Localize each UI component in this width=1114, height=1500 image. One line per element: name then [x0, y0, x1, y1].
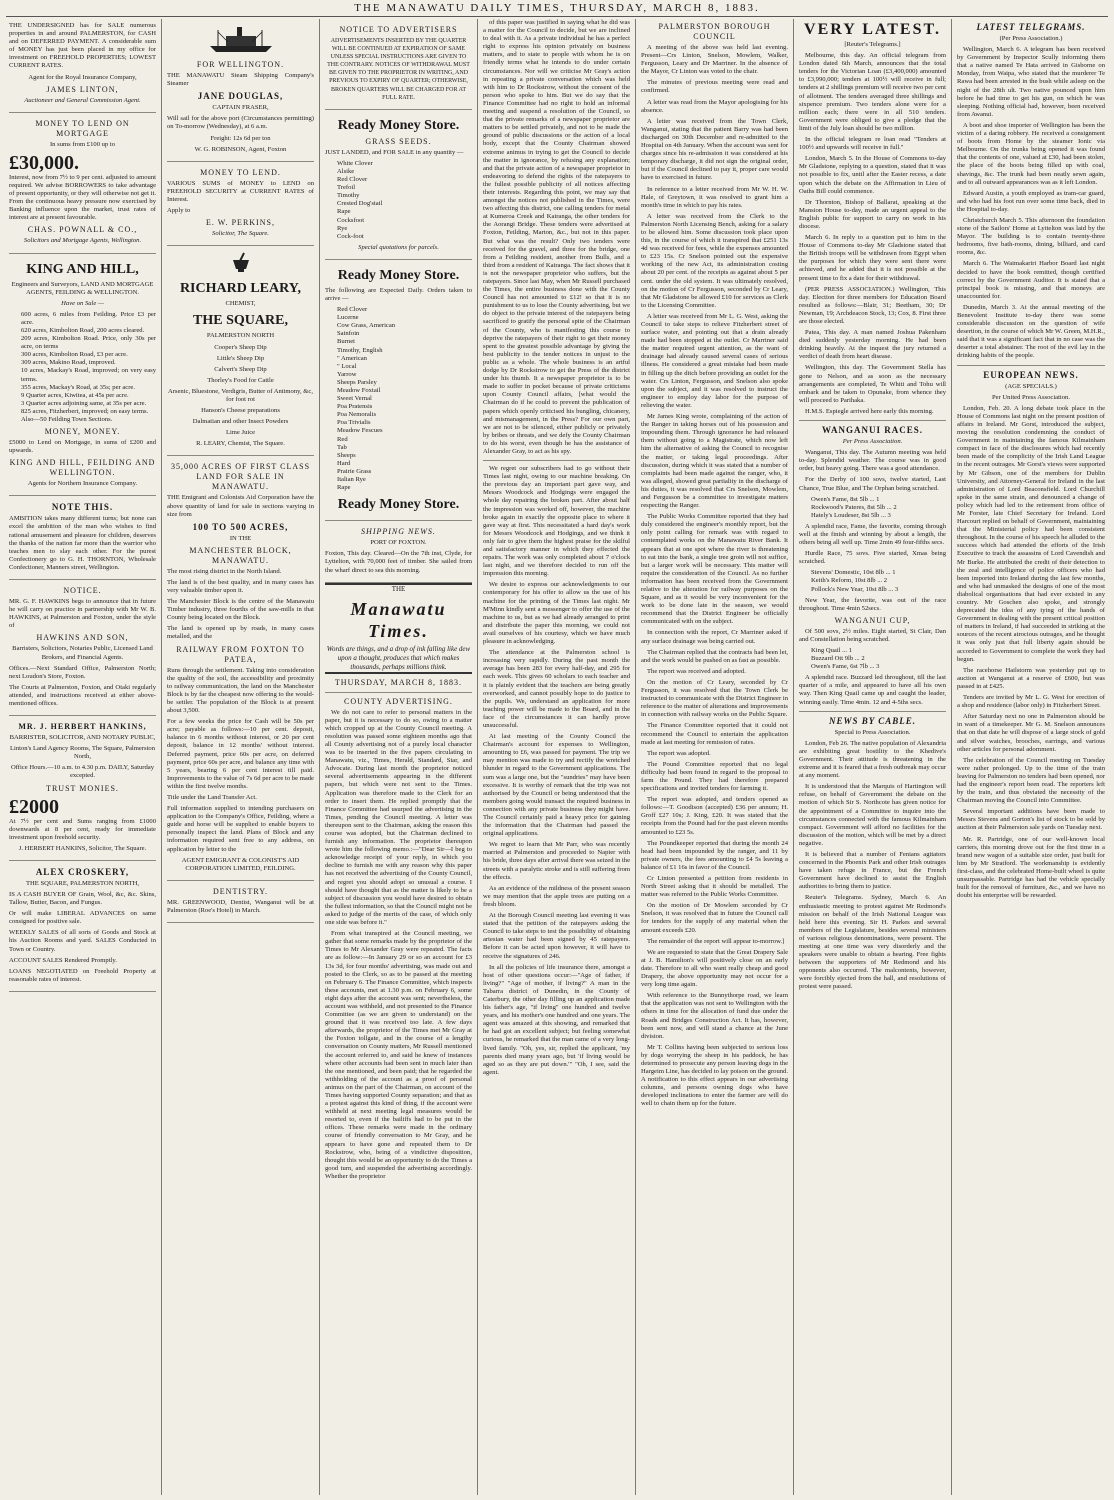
- council-paragraph: The report was received and adopted.: [647, 667, 746, 675]
- council-paragraph: The report was adopted, and tenders opened as follows:—T. Goodison (accepted) £36 per annum; H. Groff £27 10s; J. King, £20. It was stated that the receipts from the Pound had for the past eleven months amounted to £23 5s.: [641, 796, 788, 836]
- land-listing: 3 Quarter acres adjoining same, at 35s per acre.: [21, 399, 147, 407]
- race-paragraph: A splendid race, Fame, the favorite, coming through well at the finish and winning by about a length, the others being all well up. Time 2min 49 four-fifths secs.: [799, 522, 946, 547]
- pownall-head: MONEY TO LEND ON MORTGAGE: [35, 118, 130, 138]
- store2-list: [325, 306, 472, 492]
- leary-products: [167, 344, 314, 438]
- race-result: Rockwood's Pateres, 8st 5lb ... 2: [811, 503, 897, 511]
- hankins-hours: Office Hours.—10 a.m. to 4.30 p.m. DAILY, Saturday excepted.: [10, 764, 155, 780]
- king-hill-ad: [9, 254, 156, 497]
- telegram-paragraph: Christchurch March 5. This afternoon the foundation stone of the Sailors' Home at Lyttelton was laid by the Mayor. The building is to contain twenty-three bedrooms, five bath-rooms, dining, billiard, and card rooms, &c.: [957, 216, 1105, 257]
- very-latest-head: VERY LATEST.: [804, 21, 941, 38]
- thornton-head: NOTE THIS.: [51, 502, 114, 513]
- seed-item: Alsike: [337, 167, 355, 175]
- linton-text: THE UNDERSIGNED has for SALE numerous properties in and around PALMERSTON, for CASH and on DEFERRED PAYMENT. A considerable sum of MONEY has just been placed in my office for investment on FREEHOLD PROPERTIES; LOWEST CURRENT RATES.: [9, 22, 156, 70]
- races-report: [799, 449, 946, 707]
- news-paragraph: In all the policies of life insurance there, amongst a host of other questions occur:—"Age of father, if living?" "Age of mother, if living?" A man in the Tabarra district of Dunedin, in the County of Caterbury, the other day filling up an application made his father's age, "if living" one hundred and twelve years, and his mother's one hundred and one years. The agent was amazed at this showing, and remarked that he had got an excellent subject; but feeling somewhat curious, he remarked that the man came of a very long-lived family. "Oh, yes, sir, replied the applicant, 'my parents died many years ago, but 'if living would be aged so as they are put down.'" "Oh, I see, said the agent.: [483, 963, 630, 1076]
- king-hill-money-text: £5000 to Lend on Mortgage, in sums of £200 and upwards.: [9, 439, 156, 455]
- perkins-text: VARIOUS SUMS of MONEY to LEND on FREEHOLD SECURITY at CURRENT RATES of Interest.: [167, 179, 314, 203]
- seed-item: Poa Pratensis: [337, 403, 373, 411]
- leary-role: CHEMIST,: [225, 300, 256, 308]
- pownall-role: Solicitors and Mortgage Agents, Wellington.: [23, 237, 142, 245]
- seed-item: Burnet: [337, 338, 355, 346]
- telegram-paragraph: Melbourne, this day. An official telegram from London dated 6th March, announces that the total tenders for the Victorian Loan (£3,400,000) amounted to £3,990,000; tenders at 100½ will receive in full; tenders at 2 shillings premium will receive two per cent of allotment. The tenders averaged three shillings and sixpence premium. Two tenders alone were for a million each; there were in all 510 tenders. Government were obliged to give a pledge that the limit of the July loan should be two million.: [799, 52, 946, 132]
- council-paragraph: Mr James King wrote, complaining of the action of the Ranger in taking horses out of his possession and impounding them. Through ignorance he had released them without going to a Magistrate, which now left him the alternative of asking the Council to recognise the matter, or taking legal proceedings. After discussion, during which it was stated that a number of complaints had been made against the ranger, who, it was alleged, showed great partiality in the discharge of his duties, it was resolved that Crs Snelson, Mowlem, and Fergusson be a committee to investigate matters respecting the Ranger.: [641, 413, 788, 510]
- hankins-ad: [9, 716, 156, 861]
- article-continuation: [483, 19, 630, 456]
- thornton-ad: [9, 496, 156, 580]
- column-3: [320, 19, 478, 1495]
- king-hill-footer: KING AND HILL, FEILDING AND WELLINGTON.: [9, 458, 156, 478]
- king-hill-intro: Have on Sale —: [61, 299, 104, 307]
- ship-ad: [167, 19, 314, 162]
- hankins-address: Linton's Land Agency Rooms, The Square, Palmerston North,: [9, 745, 155, 761]
- latest-telegrams: [957, 46, 1105, 360]
- king-hill-list: [9, 311, 156, 424]
- local-paragraphs: [483, 465, 630, 1077]
- seed-item: Sheeps: [337, 451, 356, 459]
- european-paragraph: London, Feb. 20. A long debate took place in the House of Commons last night on the present position of affairs in Ireland. Mr Gorst, introduced the subject, moving the resolution condemning the conduct of Government in maintaining the famous Kilmainham compact in face of the disclosures which had recently been made of the complicity of the Irish Land League in the recent outrages. Mr Gorst's views were supported by Mr Gibson, one of the members for Dublin University, and Attorney-General for Ireland in the last administration of Lord Beaconsfield. Lord Churchill spoke in the same strain, and denounced a change of policy which had led to the retirement from office of Mr Forster, late Chief Secretary for Ireland. Lord Harcourt replied on behalf of Government, maintaining that the Ministerial policy had been consistent throughout. In the course of his speech he alluded to the success which had attended the efforts of the Irish Executive to track the assassins of Lord Cavendish and Mr Burke. He attributed the credit of their detection to the zeal and intelligence of police officers who had been imported into Ireland during the last few months, and who had unmasked the designs of one of the most diabolical organisations that had ever existed in any country. Mr Goschen also spoke, and strongly deprecated the idea of any tying of the hands of Government in dealing with the present critical position of matters in Ireland, if had succeeded in striking at the sources of the recent atrocious outrages, and he thought it was only just that full liberty again should be accorded to Government to complete the work they had begun.: [957, 404, 1105, 663]
- manchester-p4: The land is opened up by roads, in many cases metalled, and the: [167, 625, 314, 641]
- council-paragraph: We are requested to state that the Great Drapery Sale at J. B. Hamilton's will positively close on an early date. Therefore to all who want really cheap and good Drapery, the above opportunity may not occur for a very long time again.: [641, 948, 788, 989]
- race-result: Owen's Fame, 6st 7lb ... 3: [811, 663, 880, 671]
- seed-item: Rape: [337, 208, 351, 216]
- steamship-icon: [167, 24, 314, 57]
- council-paragraph: A meeting of the above was held last evening. Present—Crs Linton, Snelson, Mowlem, Walker, Fergusson, Leary and Dr Marriner. In the absence of the Mayor, Cr Linton was voted to the chair.: [641, 44, 788, 76]
- council-paragraph: The minutes of previous meeting were read and confirmed.: [641, 79, 788, 95]
- croskery-sub: THE SQUARE, PALMERSTON NORTH,: [26, 879, 139, 887]
- seed-item: Cow Grass, American: [337, 322, 396, 330]
- race-result: Owen's Fame, 8st 5lb ... 1: [811, 495, 880, 503]
- manchester-p2: The land is of the best quality, and in many cases has very valuable timber upon it.: [167, 578, 314, 594]
- seed-item: Meadow Fescues: [337, 427, 383, 435]
- notice-head: NOTICE TO ADVERTISERS: [339, 25, 458, 34]
- hawkins-text: MR. G. F. HAWKINS begs to announce that in future he will carry on practice in partnership with Mr W. B. HAWKINS, at Palmerston and Foxton, under the style of: [9, 598, 156, 630]
- mortar-icon: [167, 251, 314, 276]
- manchester-p1: The most rising district in the North Island.: [167, 567, 282, 575]
- divider: [325, 692, 472, 693]
- news-paragraph: We desire to express our acknowledgments to our contemporary for his offer to allow us the use of his machine for the printing of the Times last night. Mr M'Minn kindly sent a messenger to offer the use of the machine to us, but as we had already arranged to print and distribute the paper this morning, we could not avail ourselves of his courtesy, which we have much pleasure in acknowledging.: [483, 581, 630, 646]
- article-paragraph: From what transpired at the Council meeting, we gather that some remarks made by the proprietor of the Times to Mr Alexander Gray were repeated. The facts are as follow:—In January 29 or so an account for £3 13s 3d, for four months' advertising, was made out and posted to the Clerk, so as to be passed at the meeting on February 6. The Finance Committee, which inspects these accounts, met at 1.30 p.m. on February 6, some eight days after the account was sent; nevertheless, the account was withheld, and not presented to the Finance Committee (as we are given to understand) on the ground that it was received too late. A few days afterwards, the proprietor of the Times met Mr Gray at the Foxton tollgate, and in the course of a lengthy conversation on County matters, Mr Russell mentioned the account referred to, and said he knew of instances where other accounts had been sent in much later than the one mentioned, and been paid; that he regarded the withholding of the account as a proof of personal animus on the part of the Chairman, on account of the Times having supported County separation; and that as a protest against this kind of thing, if the account were withheld at next meeting legal measures would be resorted to, even if the bailiffs had to be put in the offices. These remarks were made in the ordinary course of friendly conversation to Mr Gray, and he appears to have gone and repeated them to Dr Rockstrow, who, being of a vindictive disposition, thought this would be an opportunity to do the Times a good turn, and suspended the advertising accordingly. Whether the proprietor: [325, 930, 472, 1180]
- manchester-p6: For a few weeks the price for Cash will be 50s per acre; payable as follows:—10 per cent. deposit, balance in 6 months without interest, or 20 per cent deposit, balance in 12 months' without interest. Deferred payment, price 60s per acre, on deferred payment, price 60s per acre, and balance any time with 5 years, bearing 6 per cent interest till paid. Improvements to the value of 7s 6d per acre to be made within the first twelve months.: [167, 718, 314, 790]
- king-hill-money: MONEY, MONEY.: [44, 427, 121, 437]
- perkins-apply: Apply to: [167, 207, 191, 215]
- column-4: [478, 19, 636, 1495]
- european-paragraph: Several important additions have been made to Messrs Stevens and Gorton's list of stock to be sold by auction at their Palmerston sale yards on Tuesday next.: [957, 808, 1105, 832]
- european-news: [957, 405, 1105, 901]
- leary-place: THE SQUARE,: [193, 313, 288, 329]
- manchester-p3: The Manchester Block is the centre of the Manawatu Timber industry, three fourths of the saw-mills in that County being located on the Block.: [167, 598, 314, 622]
- manchester-ad: [167, 456, 314, 880]
- seed-item: " Local: [337, 362, 357, 370]
- shipping-port: PORT OF FOXTON.: [370, 539, 427, 547]
- council-paragraph: The report was adopted.: [647, 749, 711, 757]
- king-hill-head: KING AND HILL,: [26, 261, 139, 277]
- telegram-paragraph: Patea, This day. A man named Joshua Pakenham died suddenly yesterday morning. He had been drinking heavily. At the inquest the jury returned a verdict of death from heart disease.: [799, 329, 946, 361]
- land-listing: 309 acres, Makino Road, improved.: [21, 359, 116, 367]
- manchester-block: MANCHESTER BLOCK, MANAWATU.: [189, 545, 292, 565]
- leary-town: PALMERSTON NORTH: [206, 332, 275, 340]
- store1-text: JUST LANDED, and FOR SALE in any quantity —: [325, 148, 464, 156]
- linton-name: JAMES LINTON,: [46, 84, 119, 94]
- cable-paragraph: Reuter's Telegrams. Sydney, March 6. An enthusiastic meeting to protest against Mr Redmond's mission on behalf of the Irish National League was held here this evening. Sir H. Parkes and several members of the Legislature, besides several ministers of various religious denominations, were present. The meeting at one time was very disorderly and the speakers were unable to obtain a hearing. Free fights between the supporters of Mr Redmond and his opponents also occurred. The malcontents, however, were forcibly ejected from the hall, and resolutions of protest were passed.: [799, 894, 946, 991]
- telegram-paragraph: Wellington, March 6. A telegram has been received by Government by Inspector Scully informing them that a native named Te Hata arrived in Gisborne on Monday, from Waipa, who stated that the murderer Te Rawa had been arrested in the bush while asleep on the night of the 28th ult. Two native pounced upon him before he had time to get his gun, on which he was sleeping. Nothing official had, however, been received from Awanui.: [957, 46, 1105, 118]
- council-paragraph: A letter was read from the Mayor apologising for his absence.: [641, 98, 788, 114]
- leary-footer: R. LEARY, Chemist, The Square.: [196, 440, 285, 448]
- seed-item: Sweet Vernal: [337, 395, 372, 403]
- race-paragraph: New Year, the favorite, was out of the race throughout. Time 4min 52secs.: [799, 596, 946, 612]
- council-paragraph: Mr T. Collins having been subjected to serious loss by dogs worrying the sheep in his paddock, he has determined to prosecute any person leaving dogs in the Hargeim Line, has decided to lay poison on the ground. A notification to this effect appears in our advertising columns, and persons owning dogs who have developed inclinations to enter the farmer are will do well to chain them up for the future.: [641, 1043, 788, 1108]
- races-sub: Per Press Association.: [842, 438, 903, 446]
- seed-item: Trefoil: [337, 184, 356, 192]
- news-paragraph: The attendance at the Palmerston school is increasing very rapidly. During the past month the average has been 283 for every half-day, and 295 for each week. This gives 60 scholars to each teacher and it is plainly evident that the teachers are being greatly overworked, and cannot possibly hope to do justice to the pupils. We, understand an application for more teaching power will be made to the Board, and in the face of the circumstances it can hardly prove unsuccessful.: [483, 649, 630, 729]
- product-item: Cooper's Sheep Dip: [214, 343, 267, 351]
- european-paragraph: The racehorse Hailstorm was yesterday put up to auction at Wanganui at a reserve of £600, but was passed in at £425.: [957, 666, 1105, 690]
- manchester-range: 100 TO 500 ACRES,: [192, 521, 289, 532]
- seed-item: White Clover: [337, 159, 373, 167]
- council-paragraph: The Pound Committee reported that no legal difficulty had been found in regard to the proposal to farm the Pound. They had therefore prepared specifications and invited tenders for farming it.: [641, 760, 788, 793]
- cable-head: NEWS BY CABLE.: [829, 715, 916, 726]
- store2-ad: [325, 260, 472, 521]
- ship-text: THE MANAWATU Steam Shipping Company's Steamer: [167, 72, 314, 88]
- race-results: [799, 647, 946, 671]
- council-paragraph: The Finance Committee reported that it could not recommend the Council to entertain the application made at last meeting for remission of rates.: [641, 722, 788, 746]
- article-paragraph: We do not care to refer to personal matters in the paper, but it is necessary to do so, owing to a matter which cropped up at the County Council meeting. A resolution was passed some eighteen months ago that all County advertising not of a purely local character was to be inserted in the five papers circulating in Manawatu, viz., Times, Herald, Standard, Star, and Advocate. During last month the proprietor noticed several advertisements appearing in the different papers, but which were not sent to the Times. Application was therefore made to the Clerk for an order to insert them. He replied promptly that the Finance Committee had usurped the advertising in the Times, pending the Council meeting. A letter was thereupon sent to the Chairman, asking the reason this course was adopted, but the Chairman declined to furnish any information. The proprietor thereupon wrote him the following memo.:—"Dear Sir—I beg to acknowledge receipt of your reply, in which you decline to furnish me with any reason why this paper has not received the advertising of the County Council, and regret you should adopt so unusual a course. I should have thought that as the matter is likely to be a subject of discussion you would have desired to obtain the fullest information, so that the Council might not be asked to judge of the merits of the case, of which only one side was before it.": [325, 708, 472, 927]
- race-result: Stevens' Domestic, 10st 8lb ... 1: [811, 569, 896, 577]
- perkins-name: E. W. PERKINS,: [206, 218, 275, 228]
- hawkins-offices: Offices.—Next Standard Office, Palmerston North; next Loudon's Store, Foxton.: [9, 664, 156, 680]
- croskery-loans: LOANS NEGOTIATED on Freehold Property at reasonable rates of interest.: [9, 967, 156, 983]
- manchester-head: 35,000 ACRES OF FIRST CLASS LAND FOR SALE IN MANAWATU.: [170, 462, 311, 492]
- perkins-ad: [167, 162, 314, 246]
- european-news-sub2: Per United Press Association.: [991, 393, 1071, 401]
- hankins-amount: £2000: [9, 795, 59, 818]
- telegram-paragraph: A boot and shoe importer of Wellington has been the victim of a daring robbery. He received a consignment of boots from Home by the steamer Ionic via Melbourne. On the trunks being opened it was found that the contents of one, valued at £30, had been stolen, the place of the boots being filled up with coal, shavings, &c. The trunk had been neatly sewn again, and to all outward appearances was as it left London.: [957, 121, 1105, 186]
- dentist-ad: [167, 881, 314, 923]
- council-paragraph: A letter was received from the Clerk to the Palmerston North Licensing Bench, asking for a salary to be allowed him. Some discussion took place upon this, in the course of which it transpired that £251 13s 4d was received for fees, while the expenses amounted to £23 15s. Cr Snelson pointed out the expensive working of the new Act, its administration costing about 20 per cent. of the receipts as against about 5 per cent. under the old system. It was ultimately resolved, on the motion of Cr Fergusson, seconded by Cr Leary, that Mr Gladstone be allowed £10 for services as Clerk to the Licensing Committee.: [641, 212, 788, 309]
- land-listing: 300 acres, Kimbolton Road, £3 per acre.: [21, 351, 128, 359]
- council-paragraph: The Poundkeeper reported that during the month 24 head had been impounded by the ranger, and 11 by private owners, the fees amounting to £4 5s leaving a balance of £1 16s in favor of the Council.: [641, 839, 788, 871]
- column-5: [636, 19, 794, 1495]
- land-listing: 355 acres, Mackay's Road, at 35s; per acre.: [21, 383, 135, 391]
- seed-item: Cock-foot: [337, 232, 364, 240]
- race-paragraph: For the Derby of 100 sovs, twelve started, Last Chance, True Blue, and The Orphan being scratched.: [799, 476, 946, 492]
- european-paragraph: After Saturday next no one in Palmerston should be in want of a timekeeper. Mr G. M. Snelson announces that on that date he will dispose of a large stock of gold and silver watches, brooches, earrings, and various other articles for personal adornment.: [957, 713, 1105, 753]
- divider: [799, 420, 946, 421]
- ship-agent: W. G. ROBINSON, Agent, Foxton: [194, 145, 287, 153]
- race-result: Hately's Loudeser, 8st 5lb ... 3: [811, 511, 891, 519]
- seed-item: Red Clover: [337, 176, 368, 184]
- title-the: THE: [391, 584, 406, 593]
- race-result: Buzzard Ott 9lb ... 2: [811, 655, 865, 663]
- council-paragraph: Cr Linton presented a petition from residents in North Street asking that it should be metalled. The matter was referred to the Public Works Committee.: [641, 875, 788, 899]
- land-listing: 600 acres, 6 miles from Feilding. Price £3 per acre.: [21, 310, 156, 326]
- seed-item: Rye: [337, 224, 348, 232]
- product-item: Lime Juice: [225, 429, 256, 437]
- borough-council-report: [641, 44, 788, 1109]
- seed-item: Rape: [337, 484, 351, 492]
- thornton-text: AMBITION takes many different turns; but none can excel the ambition of the man who wishes to find rational amusement and pleasure for children, deserves the thanks of the nation far more than the warrior who teaches men to slay each other. For the purest Confectionery go to G. H. THORNTON, Wholesale Confectioner, Manners street, Wellington.: [9, 515, 156, 571]
- cable-sub: Special to Press Association.: [834, 728, 911, 736]
- council-paragraph: The remainder of the report will appear to-morrow.]: [647, 937, 785, 945]
- store1-list: [325, 160, 472, 241]
- shipping-text: Foxton, This day. Cleared—On the 7th inst, Clyde, for Lyttelton, with 70,000 feet of timber. She sailed from the wharf direct to sea this morning.: [325, 550, 472, 574]
- notice-advertisers: [325, 19, 472, 110]
- pownall-name: CHAS. POWNALL & CO.,: [27, 225, 138, 235]
- linton-agent: Agent for the Royal Insurance Company,: [28, 73, 137, 81]
- pownall-ad: [9, 113, 156, 254]
- latest-telegrams-head: LATEST TELEGRAMS.: [976, 22, 1086, 32]
- perkins-role: Solicitor, The Square.: [212, 230, 269, 238]
- hawkins-ad: [9, 580, 156, 716]
- telegram-paragraph: In the official telegram re loan read "Tenders at 100½ and upwards will receive in full.": [799, 136, 946, 152]
- title-motto: Words are things, and a drop of ink falling like dew upon a thought, produces that which makes thousands, perhaps millions think.: [326, 644, 471, 671]
- column-2: [162, 19, 320, 1495]
- council-paragraph: A letter was received from the Town Clerk, Wanganui, stating that the patient Barry was had been discharged on 30th December and re-admitted to the Hospital on 4th January. When the account was sent for charges since his re-admission it was considered at his temporary discharge, it did not sign the original order, but if the Council declined to pay it, proper care would have to exercised in future.: [641, 117, 788, 182]
- manchester-p8: Full information supplied to intending purchasers on application to the Company's Office, Feilding, where a guide and horse will be supplied to enable buyers to personally inspect the land. Plans of Block and any information required sent free to any address, on application by letter to the: [167, 805, 314, 853]
- telegram-paragraph: March 6. In reply to a question put to him in the House of Commons to-day Mr Gladstone stated that the British troops will be withdrawn from Egypt when the purposes for which they were sent there were achieved, and he added that it is not possible at the present time to fix a date for their withdrawal.: [799, 234, 946, 282]
- manchester-p7: Title under the Land Transfer Act.: [167, 793, 257, 801]
- council-paragraph: The Public Works Committee reported that they had duly considered the engineer's monthly report, but the only point calling for remark was with regard to contemplated works on the Manawatu River Bank. It appears that at one spot where the river is threatening to eat into the bank, a single tree groin will not suffice, but a larger work will be necessary. This matter will require the consideration of the Council. As no further information has been received from the Government relative to the alteration for railway purposes on the Square, and as it would be very inconvenient for the work to be done late in the season, we would recommend that the District Engineer be officially communicated with on the subject.: [641, 513, 788, 626]
- very-latest-sub: [Reuter's Telegrams.]: [844, 41, 901, 48]
- product-item: Little's Sheep Dip: [216, 354, 265, 362]
- ship-captain: CAPTAIN FRASER,: [212, 104, 269, 112]
- leary-ad: [167, 246, 314, 456]
- hankins-trust: TRUST MONIES.: [46, 783, 119, 793]
- seed-item: Red: [337, 435, 348, 443]
- pownall-line: In sums from £100 up to: [49, 140, 116, 148]
- telegram-paragraph: (PER PRESS ASSOCIATION.) Wellington, This day. Election for three members for Education Board resulted as follows:—Blair, 31; Beetham, 30; Dr Newman, 19; Archdeacon Stock, 13; Cox, 8. First three are those elected.: [799, 285, 946, 325]
- store2-footer: Ready Money Store.: [337, 497, 460, 513]
- divider: [957, 365, 1105, 366]
- telegram-paragraph: Dunedin, March 3. At the annual meeting of the Benevolent Institute to-day there was some considerable discussion on the question of wife desertion, in the course of which Mr W. Green, M.H.R., said that it was a significant fact that in no case was the deserter a total abstainer. The root of the evil lay in the drinking habits of the people.: [957, 303, 1105, 360]
- divider: [799, 711, 946, 712]
- council-paragraph: In connection with the report, Cr Marriner asked if any surface drainage was being carried out.: [641, 629, 788, 645]
- race-result: King Quail ... 1: [811, 647, 853, 654]
- seed-item: Tab: [337, 443, 347, 451]
- store1-head: Ready Money Store.: [337, 117, 460, 133]
- ship-name: JANE DOUGLAS,: [197, 91, 284, 102]
- croskery-account: ACCOUNT SALES Rendered Promptly.: [9, 956, 117, 964]
- croskery-text: IS A CASH BUYER OF Grain, Wool, &c, &c. Skins, Tallow, Butter, Bacon, and Fungus.: [9, 891, 156, 907]
- land-listing: 620 acres, Kimbolton Road, 200 acres cleared.: [21, 326, 145, 334]
- seed-item: Poa Nemoralis: [337, 411, 377, 419]
- manchester-text: THE Emigrant and Colonists Aid Corporation have the above quantity of land for sale in sections varying in size from: [167, 494, 314, 518]
- notice-text: ADVERTISEMENTS INSERTED BY THE QUARTER WILL BE CONTINUED AT EXPIRATION OF SAME UNLESS SPECIAL INSTRUCTIONS ARE GIVEN TO THE CONTRARY. NOTICES OF WITHDRAWAL MUST BE GIVEN TO THE PROPRIETOR IN WRITING, AND PREVIOUS TO EXPIRY OF QUARTER; OTHERWISE, BROKEN QUARTERS WILL BE CHARGED FOR AT FULL RATE.: [327, 38, 470, 101]
- column-6: [794, 19, 952, 1495]
- council-paragraph: On the motion of Dr Mowlem seconded by Cr Snelson, it was resolved that in future the Council call for tenders for the supply of any material when the amount exceeds £20.: [641, 902, 788, 934]
- seed-item: Crested Dog'stail: [337, 200, 383, 208]
- manchester-rail: RAILWAY FROM FOXTON TO PATEA,: [176, 644, 305, 664]
- race-result: Keith's Reform, 10st 8lb ... 2: [811, 577, 888, 585]
- european-paragraph: Tenders are invited by Mr L. G. West for erection of a shop and residence (labor only) in Fitzherbert Street.: [957, 694, 1105, 710]
- ship-head: FOR WELLINGTON.: [196, 60, 285, 70]
- seed-item: Timothy, English: [337, 346, 383, 354]
- news-paragraph: We regret to learn that Mr Parr, who was recently married at Palmerston and proceeded to Napier with his bride, three days after arrival there was seized in the streets with a paralytic stroke and is still suffering from the effects.: [483, 841, 631, 881]
- store1-ad: [325, 110, 472, 260]
- column-7: [952, 19, 1110, 1495]
- european-news-sub: (AGE SPECIALS.): [1005, 382, 1057, 390]
- linton-ad: [9, 19, 156, 113]
- european-paragraph: Mr. R. Partridge, one of our well-known local carriers, this morning drove out for the first time in a brand new wagon of a suitable size order, just built for him by Mr Stratford. The workmanship is evidently first-class, and the celebrated Home-built wheel is quite unsurpassable. Partridge has had the vehicle specially built for the removal of furniture, &c., and we have no doubt his enterprise will be rewarded.: [957, 835, 1105, 900]
- races-head: WANGANUI RACES.: [821, 425, 923, 436]
- king-hill-sub: Engineers and Surveyors, LAND AND MORTGAGE AGENTS, FEILDING & WELLINGTON.: [11, 280, 154, 296]
- borough-council-head: PALMERSTON BOROUGH COUNCIL: [658, 22, 771, 41]
- race-results: [799, 569, 946, 593]
- seed-item: Hard: [337, 459, 351, 467]
- dateline: THURSDAY, MARCH 8, 1883.: [334, 677, 463, 687]
- news-paragraph: We regret our subscribers had to go without their Times last night, owing to our machine breaking. On the previous day an important part gave way, and Messrs Woodcock and Hodgings were engaged the whole day repairing the broken part. After about half the impression was worked off, however, the machine broke again in exactly the opposite place to where it gave way at first. This necessitated a hard day's work for Messrs Woodcock and Hodgings, and we think it only fair to give them the highest praise for the skilful and satisfactory manner in which they effected the repairs. The work was only completed about 7 o'clock last night, and we therefore decided to run off the impression this morning.: [483, 465, 630, 578]
- article-paragraph: of this paper was justified in saying what he did was a matter for the Council to decide, but we are inclined to deal with it. As a private individual he has a perfect right to express his opinion privately on business matters, and to state to people with whom he is on friendly terms what he intends to do under certain circumstances. Nor will we criticise Mr Gray's action in repeating a private conversation which was held with him to Dr Rockstrow, without the consent of the person who spoke to him. But we do say that the Finance Committee had no right to hold an informal meeting and suspend a resolution of the Council, so that the private remarks of a newspaper proprietor are matters to be settled privately, and not to be made the ground of public discussions or the action of a local body, except that the County Chairman showed extreme animus in trying to get the Council to decide the matter in ignorance, by refusing any explanation; and that the private action of a newspaper proprietor in endeavoring to defend the rights of the ratepayers to the fullest possible publicity of all notices affecting their interests. Regarding this point, we may say that amongst the notices not published in the Times, were two affecting this district, one calling tenders for metal at Kumeroa Creek and Kairanga, the other tenders for the Aorangi Bridge. These tenders were advertised at Foxton, Feilding, Marton, &c., but not in this paper. But what was the result? Only two tenders were received for the gravel, and three for the bridge, one from a Feilding resident, another from Bulls, and a third from a resident of Kairanga. The fact shows that it is not the newspaper proprietor who suffers, but the ratepayers. Since last May, when Mr Russell purchased the Times, the entire business done with the County Council has not amounted to £12! so that it is no punishment to us to lose the County advertising, but we do object to the private interest of the ratepayers being sacrificed to gratify the personal spite of the Chairman of the County, who is manifesting this course to deprive the ratepayers of their right to get their money spent to the greatest possible advantage by giving the best publicity to the tender notices in unjust to the public as a whole. The whole business is an artful dodge by Dr Rockstrow to get the Press of the district under his thumb. It a newspaper proprietor is to be made to suffer in pocket because of private criticisms upon County Council affairs, [what would the Chairman do if he could to prevent the publication of papers which openly criticised his bungling, chicanery, and mismanagement, in the Press? For our own part, we are not to be silenced, either publicly or privately by bribes or threats, and we defy the County Chairman to do his worst, even though he has the assistance of Alexander Gray, to act as his spy.: [483, 19, 630, 455]
- store1-sub: GRASS SEEDS.: [365, 136, 432, 146]
- cable-paragraph: It is believed that a number of Fenians agitators concerned in the Phoenix Park and other Irish outrages have taken refuge in France, but the French Government have declined to assist the English authorities to bring them to justice.: [799, 850, 946, 891]
- race-result: Pollock's New Year, 10st 8lb ... 3: [811, 585, 899, 593]
- store1-note: Special quotations for parcels.: [358, 243, 439, 251]
- manchester-p5: Runs through the settlement. Taking into consideration the quality of the soil, the accessibility and proximity to railway communication, the land on the Manchester Block is by far the cheapest now offering to the would-be settler. The population of the Block is at present about 3,500.: [167, 666, 314, 715]
- telegram-paragraph: Edward Austin, a youth employed as tram-car guard, and who had his foot run over some time back, died in the Hospital to-day.: [957, 189, 1105, 213]
- telegram-paragraph: March 6. The Waimakariri Harbor Board last night decided to have the book remitted, though certified correct by the Government Auditor. It is stated that a principal book is missing, and that moneys are unaccounted for.: [957, 260, 1105, 300]
- telegram-paragraph: Dr Thornton, Bishop of Ballarat, speaking at the Mansion House to-day, made an urgent appeal to the English public for support to carry on work in his diocese.: [799, 198, 946, 230]
- newspaper-title: Manawatu Times.: [350, 598, 447, 641]
- seed-item: Sainfoin: [337, 330, 360, 338]
- dentist-text: MR. GREENWOOD, Dentist, Wanganui will be at Palmerston (Roe's Hotel) in March.: [167, 898, 314, 914]
- leary-head: RICHARD LEARY,: [179, 281, 302, 297]
- news-paragraph: At the Borough Council meeting last evening it was stated that the petition of the ratepayers asking the Council to take steps to test the possibility of obtaining artesian water had been signed by 45 ratepayers. Before it can be acted upon however, it will have to receive the signatures of 246.: [483, 912, 630, 960]
- croskery-ad: [9, 861, 156, 992]
- store2-head: Ready Money Store.: [337, 267, 460, 283]
- king-hill-agents: Agents for Northern Insurance Company.: [27, 480, 138, 488]
- european-news-head: EUROPEAN NEWS.: [983, 369, 1079, 380]
- news-paragraph: As an evidence of the mildness of the present season we may mention that the apple trees are putting on a fresh bloom.: [483, 884, 630, 908]
- seed-item: Poa Trivialis: [337, 419, 371, 427]
- seed-item: " American: [337, 354, 367, 362]
- latest-telegrams-sub: (Per Press Association.): [999, 35, 1063, 42]
- product-item: Hanson's Cheese preparations: [201, 407, 280, 415]
- seed-item: Cocksfoot: [337, 216, 365, 224]
- store2-text: The following are Expected Daily. Orders taken to arrive —: [325, 286, 472, 302]
- seed-item: Yarrow: [337, 370, 357, 378]
- croskery-head: ALEX CROSKERY,: [35, 866, 130, 877]
- land-listing: 825 acres, Fitzherbert, improved; on easy terms.: [21, 407, 149, 415]
- manchester-footer: AGENT EMIGRANT & COLONIST'S AID CORPORATION LIMITED, FEILDING.: [181, 856, 300, 872]
- county-advertising-article: [325, 709, 472, 1181]
- ship-sched: Will sail for the above port (Circumstances permitting) on To-morrow (Wednesday), at 6 a.m.: [167, 115, 314, 131]
- race-paragraph: Hurdle Race, 75 sovs. Five started, Xmas being scratched.: [799, 550, 946, 566]
- race-paragraph: A splendid race. Buzzard led throughout, till the last quarter of a mile, and appeared to have all his own way. Then King Quail came up and caught the leader, winning easily. Time 4min. 12 and 4-5ths secs.: [799, 674, 946, 706]
- land-listing: 209 acres, Kimbolton Road. Price, only 30s per acre, on terms: [21, 335, 156, 351]
- masthead-rule: [6, 16, 1108, 17]
- shipping-head: SHIPPING NEWS.: [361, 527, 436, 537]
- hawkins-courts: The Courts at Palmerston, Foxton, and Otaki regularly attended, and instructions received at either above-mentioned offices.: [9, 683, 156, 707]
- article-head: COUNTY ADVERTISING.: [344, 696, 453, 706]
- pownall-text: Interest, now from 7½ to 9 per cent. adjusted to amount required. We advise BORROWERS to take advantage of present opportunity, or they will otherwise not get it. From the continuous heavy pressure now exercised by Banking influence upon the market, trust rates of interest are at present favourable.: [9, 173, 156, 222]
- council-paragraph: With reference to the Bunnythorpe road, we learn that the application was not sent to Wellington with the others in time for the allocation of fund due under the Roads and Bridges Construction Act. It has, however, been sent now, and will stand a chance at the June division.: [641, 992, 788, 1040]
- croskery-advances: Or will make LIBERAL ADVANCES on same consigned for positive sale.: [9, 910, 156, 926]
- croskery-weekly: WEEKLY SALES of all sorts of Goods and Stock at his Auction Rooms and yard. SALES Conducted in Town or Country.: [9, 929, 156, 953]
- hankins-name: J. HERBERT HANKINS, Solicitor, The Square.: [18, 844, 147, 852]
- product-item: Dalmatian and other Insect Powders: [192, 418, 289, 426]
- pownall-amount: £30,000.: [9, 151, 79, 174]
- land-listing: 10 acres, Mackay's Road, improved; on very easy terms.: [21, 367, 156, 383]
- telegram-paragraph: London, March 5. In the House of Commons to-day Mr Gladstone, replying to a question, stated that it was not possible to fix, until after the Easter recess, a date upon which the debate on the Affirmation in Lieu of Oaths Bill could commence.: [799, 155, 946, 195]
- seed-item: Timothy: [337, 192, 360, 200]
- ship-freight: Freight: 12s 6d per ton: [210, 134, 271, 142]
- seed-item: Italian Rye: [337, 476, 366, 484]
- very-latest-telegrams: [799, 52, 946, 416]
- seed-item: Sheeps Parsley: [337, 378, 377, 386]
- hawkins-firm: HAWKINS AND SON,: [36, 633, 129, 643]
- product-item: Calvert's Sheep Dip: [214, 365, 267, 373]
- seed-item: Meadow Foxtail: [337, 387, 381, 394]
- european-paragraph: The celebration of the Council meeting on Tuesday were rather prolonged. Up to the time of the train leaving for Palmerston no tenders had been opened, nor had the engineer's report been read. The reporters left by the train, and thus obviated the necessity of the Chairman moving the Council into Committee.: [957, 756, 1105, 805]
- newspaper-title-box: [325, 583, 472, 674]
- cable-paragraph: It is understood that the Marquis of Hartington will refuse, on behalf of Government the debate on the motion of which Sir S. Northcote has given notice for the appointment of a Committee to inquire into the circumstances connected with the famous Kilmainham compact. Government will afford no facilities for the discussion of the motion, which will be met by a direct negative.: [799, 783, 946, 847]
- product-item: Arsenic, Bluestone, Verdigris, Butter of Antimony, &c, for foot rot: [167, 387, 314, 403]
- race-paragraph: Of 500 sovs, 2½ miles. Eight started, St Clair, Dan and Constellation being scratched.: [799, 627, 946, 643]
- council-paragraph: On the motion of Cr Leary, seconded by Cr Fergusson, it was resolved that the Town Clerk be instructed to communicate with the District Engineer in reference to the matter of alterations and improvements in connection with railway works on the Public Square.: [641, 678, 788, 719]
- hawkins-head: NOTICE.: [63, 586, 102, 596]
- council-paragraph: In reference to a letter received from Mr W. H. W. Hale, of Greytown, it was resolved to grant him a month's time in which to pay his rates.: [641, 185, 788, 209]
- manchester-in: IN THE: [229, 534, 252, 542]
- land-listing: Also—50 Feilding Town Sections.: [21, 416, 113, 423]
- hankins-role: BARRISTER, SOLICITOR, AND NOTARY PUBLIC,: [9, 734, 156, 742]
- shipping-news: [325, 521, 472, 582]
- perkins-head: MONEY TO LEND.: [200, 167, 281, 177]
- hawkins-role: Barristers, Solicitors, Notaries Public, Licensed Land Brokers, and Financial Agents.: [12, 645, 153, 661]
- product-item: Thorley's Food for Cattle: [207, 376, 274, 384]
- linton-role: Auctioneer and General Commission Agent.: [24, 96, 141, 104]
- divider: [483, 460, 630, 461]
- hankins-head: MR. J. HERBERT HANKINS,: [18, 722, 147, 732]
- race-paragraph: Wanganui, This day. The Autumn meeting was held to-day. Splendid weather. The course was in good order, but heavy going. There was a good attendance.: [799, 449, 946, 473]
- council-paragraph: A letter was received from Mr L. G. West, asking the Council to take steps to relieve Fitzherbert street of surface water, and pointing out that a drain already made had been stopped at the outlet. Cr Marriner said the matter required urgent attention, as the want of drainage had already caused several cases of serious illness. He considered a great mistake had been made in filling up the ditch before providing an outlet for the water. Crs Linton, Fergusson, and Snelson also spoke upon the subject, and it was resolved to instruct the engineer to employ day labor for the purpose of relieving the water.: [641, 312, 788, 409]
- masthead: THE MANAWATU DAILY TIMES, THURSDAY, MARCH 8, 1883.: [354, 2, 760, 14]
- land-listing: 9 Quarter acres, Kiwitea, at 45s per acre.: [21, 391, 129, 399]
- news-paragraph: At last meeting of the County Council the Chairman's account for expenses to Wellington, amounting to £6, was passed for payment. The trip we may mention was made to try and rectify the wretched blunder in regard to the Government applications. The sum was a large one, but the "sundries" may have been excessive. It is worthy of remark that the trip was not authorised by the Council or being understood that the members going would transact the required business in connection with any private business they might have. The Council certainly paid a heavy price for gaining the information that the Chairman had passed the original applications.: [483, 733, 630, 838]
- dentist-head: DENTISTRY.: [213, 886, 268, 896]
- race-results: [799, 496, 946, 520]
- seed-item: Red Clover: [337, 306, 368, 314]
- seed-item: Prairie Grass: [337, 467, 372, 475]
- council-paragraph: The Chairman replied that the contracts had been let, and the work would be pushed on as fast as possible.: [641, 648, 788, 664]
- seed-item: Lucerne: [337, 314, 359, 322]
- race-heading: WANGANUI CUP,: [834, 615, 911, 625]
- columns: [4, 19, 1110, 1495]
- hankins-text: At 7½ per cent and Sums ranging from £1000 downwards at 8 per cent, ready for immediate investment upon freehold security.: [9, 817, 156, 841]
- telegram-paragraph: H.M.S. Espiegle arrived here early this morning.: [805, 407, 934, 415]
- column-1: [4, 19, 162, 1495]
- cable-paragraph: London, Feb 26. The native population of Alexandria are exhibiting great hostility to the Khedive's Government. Their attitude is threatening in the extreme and it is feared that a fresh outbreak may occur at any moment.: [799, 739, 946, 780]
- cable-news: [799, 740, 946, 992]
- telegram-paragraph: Wellington, this day. The Government Stella has gone to Nelson, and as soon as the necessary arrangements are completed, Te Whiti and Tohu will embark and be taken to Opunake, from whence they will proceed to Parihaka.: [799, 364, 946, 404]
